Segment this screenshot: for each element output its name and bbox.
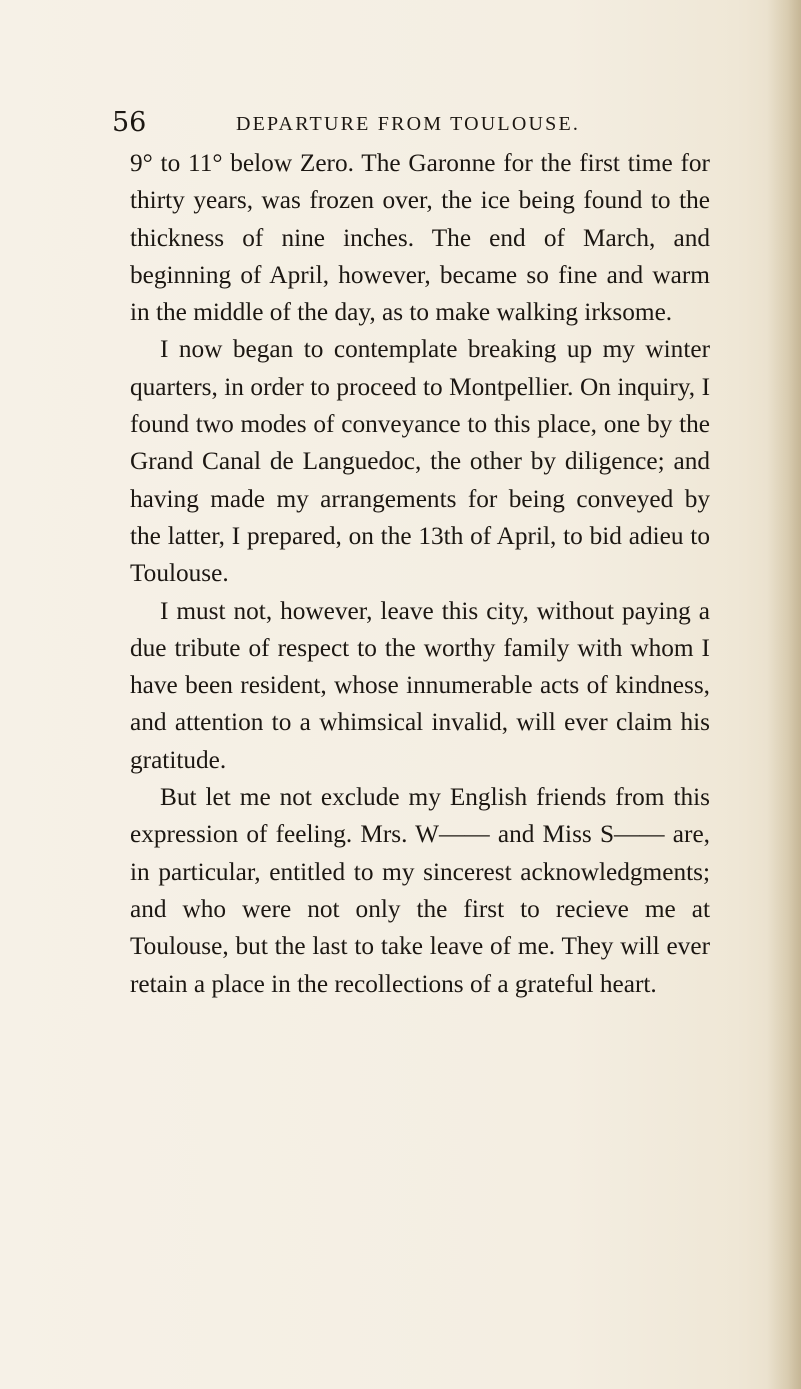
body-text xyxy=(130,145,710,1003)
page-number: 56 xyxy=(112,107,147,138)
paragraph-1: 9° to 11° below Zero. The Garonne for the first time for thirty years, was frozen over, the ice being found to the thickness of nine inches. The end of March, and beginning of April, however, became so fine and warm in the middle of the day, as to make walking irksome. xyxy=(130,149,710,327)
page-header xyxy=(112,108,732,138)
paragraph-2: I now began to contemplate breaking up my winter quarters, in order to proceed to Montpellier. On inquiry, I found two modes of conveyance to this place, one by the Grand Canal de Languedoc, the other by diligence; and having made my arrangements for being conveyed by the latter, I prepared, on the 13th of April, to bid adieu to Toulouse. xyxy=(130,335,710,588)
paragraph-4: But let me not exclude my English friends from this expression of feeling. Mrs. W—— and Miss S—— are, in particular, entitled to my sincerest acknowledgments; and who were not only the first to recieve me at Toulouse, but the last to take leave of me. They will ever retain a place in the recollections of a grateful heart. xyxy=(130,783,710,998)
page-edge-shadow xyxy=(767,0,801,1389)
running-head: DEPARTURE FROM TOULOUSE. xyxy=(236,113,581,135)
paragraph-3: I must not, however, leave this city, without paying a due tribute of respect to the worthy family with whom I have been resident, whose innumerable acts of kindness, and attention to a whimsical invalid, will ever claim his gratitude. xyxy=(130,596,710,774)
